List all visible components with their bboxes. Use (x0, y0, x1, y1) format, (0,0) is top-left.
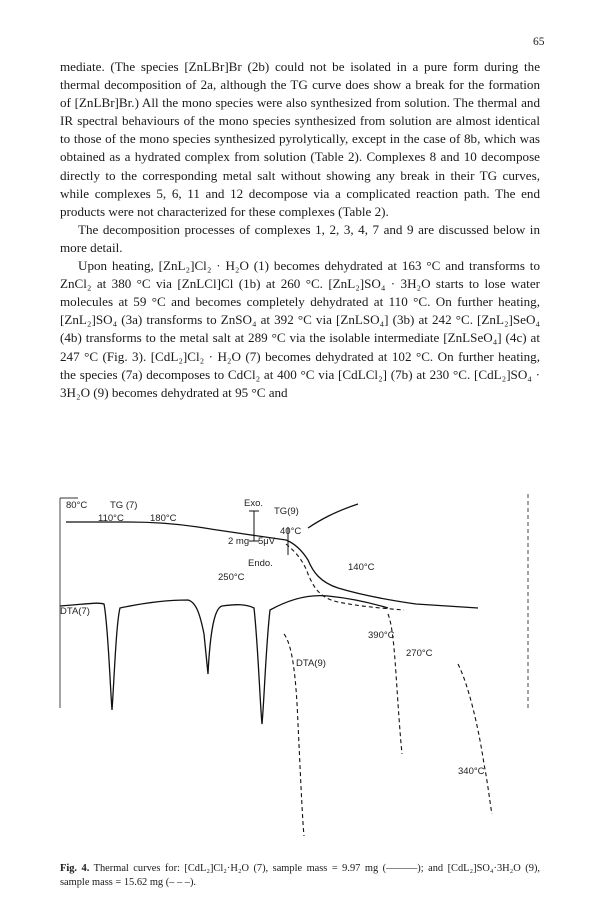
label-endo: Endo. (248, 558, 273, 569)
caption-text: Thermal curves for: [CdL₂]Cl₂·H₂O (7), sample mass = 9.97 mg (———); and [CdL₂]SO₄·3H₂O (9), sample mass = 15.62 mg (– – –). (60, 863, 540, 888)
label-dta7: DTA(7) (60, 606, 90, 617)
dta7-curve (60, 596, 388, 724)
dta9-dashed-curve (284, 614, 492, 836)
label-80c: 80°C (66, 500, 88, 511)
label-tg9: TG(9) (274, 506, 299, 517)
label-110c: 110°C (98, 513, 124, 524)
tg9-curve (308, 504, 358, 528)
figure-caption (60, 862, 540, 890)
body-text (60, 58, 540, 402)
label-2mg: 2 mg (228, 536, 250, 547)
label-tg7: TG (7) (110, 500, 138, 511)
label-140c: 140°C (348, 562, 375, 573)
label-5uv: 5μV (258, 536, 276, 547)
label-dta9: DTA(9) (296, 658, 326, 669)
label-40c: 40°C (280, 526, 302, 537)
label-340c: 340°C (458, 766, 485, 777)
paragraph-3: Upon heating, [ZnL₂]Cl₂ · H₂O (1) becomes dehydrated at 163 °C and transforms to ZnCl₂ at 380 °C via [ZnLCl]Cl (1b) at 260 °C. [ZnL₂]SO₄ · 3H₂O starts to lose water molecules at 59 °C and becomes completely dehydrated at 110 °C. On further heating, [ZnL₂]SO₄ (3a) transforms to ZnSO₄ at 392 °C via [ZnLSO₄] (3b) at 242 °C. [ZnL₂]SeO₄ (4b) transforms to the metal salt at 289 °C via the isolable intermediate [ZnLSeO₄] (4c) at 247 °C (Fig. 3). [CdL₂]Cl₂ · H₂O (7) becomes dehydrated at 102 °C. On further heating, the species (7a) decomposes to CdCl₂ at 400 °C via [CdLCl₂] (7b) at 230 °C. [CdL₂]SO₄ · 3H₂O (9) becomes dehydrated at 95 °C and (60, 258, 540, 400)
label-180c: 180°C (150, 513, 177, 524)
label-390c: 390°C (368, 630, 395, 641)
figure-4 (58, 484, 536, 864)
label-270c: 270°C (406, 648, 433, 659)
label-250c: 250°C (218, 572, 245, 583)
paragraph-2: The decomposition processes of complexes 1, 2, 3, 4, 7 and 9 are discussed below in more detail. (60, 221, 540, 255)
caption-label: Fig. 4. (60, 863, 90, 874)
paragraph-1: mediate. (The species [ZnLBr]Br (2b) could not be isolated in a pure form during the thermal decomposition of 2a, although the TG curve does show a break for the formation of [ZnLBr]Br.) All the mono species were also synthesized from solution. The thermal and IR spectral behaviours of the mono species synthesized from solution are almost identical to those of the mono species synthesized pyrolytically, except in the case of 8b, which was obtained as a hydrated complex from solution (Table 2). Complexes 8 and 10 decompose directly to the corresponding metal salt without showing any break in their TG curves, while complexes 5, 6, 11 and 12 decompose via a complicated reaction path. The end products were not characterized for these complexes (Table 2). (60, 59, 540, 219)
page-number: 65 (533, 36, 545, 48)
thermal-curves-plot (58, 484, 536, 864)
label-exo: Exo. (244, 498, 264, 509)
